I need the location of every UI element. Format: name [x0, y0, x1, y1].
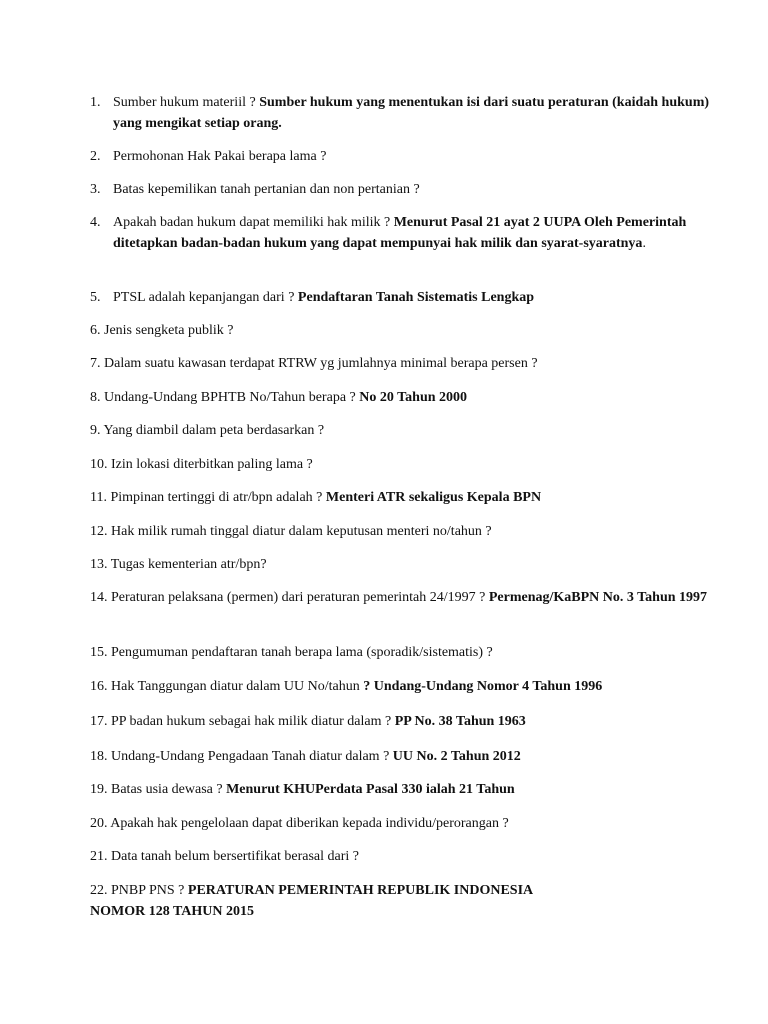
question-number: 1.	[90, 95, 101, 110]
question-number: 7.	[90, 356, 101, 371]
question-number: 19.	[90, 782, 108, 797]
question-text: Jenis sengketa publik ?	[104, 323, 234, 338]
question-7	[90, 353, 718, 374]
question-text: Izin lokasi diterbitkan paling lama ?	[111, 457, 313, 472]
question-text: Hak milik rumah tinggal diatur dalam keputusan menteri no/tahun ?	[111, 524, 492, 539]
question-text: Pimpinan tertinggi di atr/bpn adalah ?	[110, 490, 326, 505]
question-1	[90, 92, 718, 134]
question-21	[90, 846, 718, 867]
question-number: 5.	[90, 290, 101, 305]
answer-text: Menurut Pasal 21 ayat 2 UUPA Oleh Pemerintah ditetapkan badan-badan hukum yang dapat mempunyai hak milik dan syarat-syaratnya	[113, 215, 687, 251]
question-22	[90, 880, 718, 922]
question-number: 2.	[90, 149, 101, 164]
answer-text: Menteri ATR sekaligus Kepala BPN	[325, 490, 542, 505]
answer-text: ? Undang-Undang Nomor 4 Tahun 1996	[363, 679, 603, 694]
question-text: Batas kepemilikan tanah pertanian dan non pertanian ?	[113, 182, 420, 197]
question-10	[90, 454, 718, 475]
question-number: 13.	[90, 557, 108, 572]
question-15	[90, 642, 718, 663]
question-text: PNBP PNS ?	[111, 883, 188, 898]
question-text: Undang-Undang Pengadaan Tanah diatur dalam ?	[111, 749, 393, 764]
question-number: 11.	[90, 490, 107, 505]
answer-text: Sumber hukum yang menentukan isi dari suatu peraturan (kaidah hukum) yang mengikat setiap orang.	[113, 95, 710, 131]
question-number: 21.	[90, 849, 108, 864]
answer-tail: .	[642, 236, 646, 251]
question-number: 20.	[90, 816, 108, 831]
question-text: Data tanah belum bersertifikat berasal dari ?	[111, 849, 359, 864]
question-number: 17.	[90, 714, 108, 729]
question-17	[90, 711, 718, 732]
answer-text: PP No. 38 Tahun 1963	[394, 714, 526, 729]
question-8	[90, 387, 718, 408]
question-2	[90, 146, 718, 167]
answer-text: Pendaftaran Tanah Sistematis Lengkap	[297, 290, 535, 305]
question-6	[90, 320, 718, 341]
question-16	[90, 676, 718, 697]
question-3	[90, 179, 718, 200]
question-12	[90, 521, 718, 542]
answer-text: Permenag/KaBPN No. 3 Tahun 1997	[488, 590, 708, 605]
question-13	[90, 554, 718, 575]
question-9	[90, 420, 718, 441]
question-text: Sumber hukum materiil ?	[113, 95, 260, 110]
question-text: PTSL adalah kepanjangan dari ?	[113, 290, 298, 305]
question-number: 14.	[90, 590, 108, 605]
question-text: Undang-Undang BPHTB No/Tahun berapa ?	[104, 390, 360, 405]
answer-text: PERATURAN PEMERINTAH REPUBLIK INDONESIA	[187, 883, 534, 898]
question-text: Pengumuman pendaftaran tanah berapa lama (sporadik/sistematis) ?	[111, 645, 493, 660]
question-number: 18.	[90, 749, 108, 764]
answer-text: No 20 Tahun 2000	[359, 390, 468, 405]
question-11	[90, 487, 718, 508]
question-text: Batas usia dewasa ?	[111, 782, 227, 797]
question-text: PP badan hukum sebagai hak milik diatur dalam ?	[111, 714, 395, 729]
question-19	[90, 779, 718, 800]
question-14	[90, 587, 718, 608]
question-4	[90, 212, 718, 254]
question-5	[90, 287, 718, 308]
question-text: Peraturan pelaksana (permen) dari peraturan pemerintah 24/1997 ?	[111, 590, 489, 605]
question-text: Dalam suatu kawasan terdapat RTRW yg jumlahnya minimal berapa persen ?	[104, 356, 538, 371]
answer-text-line-2: NOMOR 128 TAHUN 2015	[90, 904, 254, 919]
question-number: 4.	[90, 215, 101, 230]
question-number: 22.	[90, 883, 108, 898]
question-text: Apakah badan hukum dapat memiliki hak milik ?	[113, 215, 394, 230]
question-number: 16.	[90, 679, 108, 694]
question-number: 8.	[90, 390, 101, 405]
question-number: 15.	[90, 645, 108, 660]
question-text: Apakah hak pengelolaan dapat diberikan kepada individu/perorangan ?	[110, 816, 509, 831]
answer-text: Menurut KHUPerdata Pasal 330 ialah 21 Tahun	[226, 782, 515, 797]
question-number: 9.	[90, 423, 101, 438]
question-18	[90, 746, 718, 767]
question-text: Tugas kementerian atr/bpn?	[110, 557, 267, 572]
question-number: 3.	[90, 182, 101, 197]
question-20	[90, 813, 718, 834]
question-text: Hak Tanggungan diatur dalam UU No/tahun	[111, 679, 364, 694]
question-text: Permohonan Hak Pakai berapa lama ?	[113, 149, 327, 164]
question-text: Yang diambil dalam peta berdasarkan ?	[103, 423, 325, 438]
question-number: 10.	[90, 457, 108, 472]
question-number: 6.	[90, 323, 101, 338]
answer-text: UU No. 2 Tahun 2012	[392, 749, 521, 764]
question-number: 12.	[90, 524, 108, 539]
